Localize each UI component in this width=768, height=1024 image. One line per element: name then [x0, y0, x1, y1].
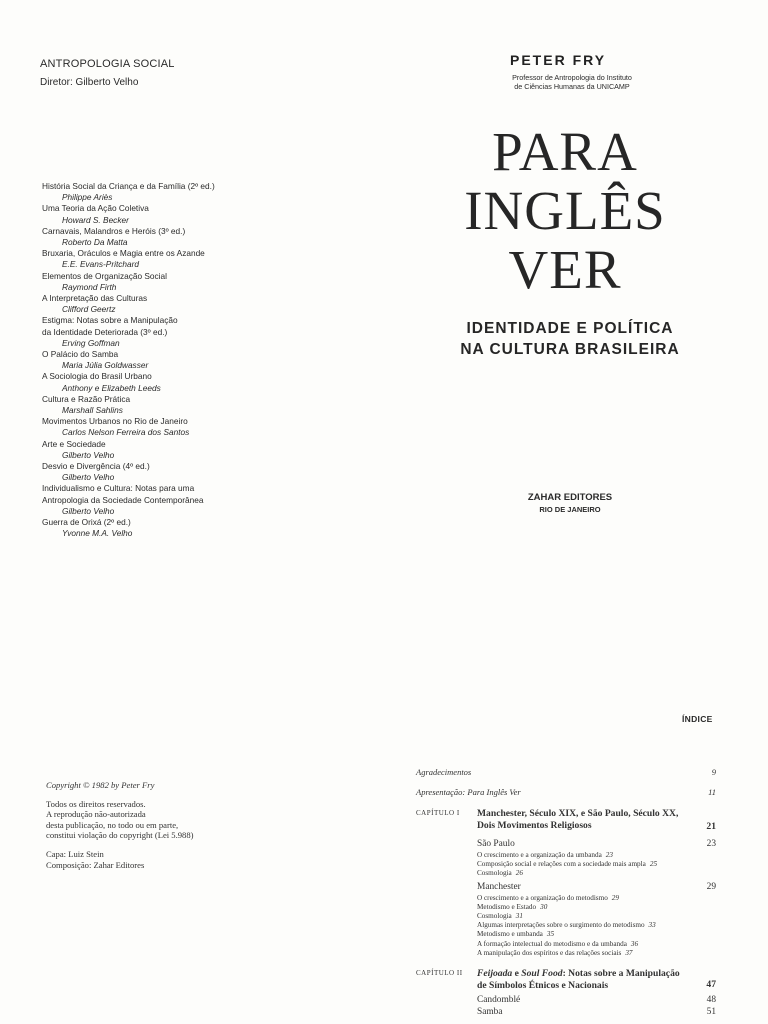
toc-page-number: 21	[706, 821, 716, 832]
book-list-author: Gilberto Velho	[62, 505, 115, 516]
book-list-title: A Interpretação das Culturas	[42, 293, 148, 304]
toc-front-title: Apresentação: Para Inglês Ver	[416, 787, 521, 797]
chapter-title	[477, 808, 716, 831]
book-list-author: Roberto Da Matta	[62, 237, 128, 248]
series-book-list	[42, 181, 282, 540]
book-list-title: Guerra de Orixá (2º ed.)	[42, 517, 131, 528]
toc-page-number: 29	[706, 882, 716, 893]
book-title-line: INGLÊS	[464, 180, 666, 241]
chapter-title-line: Manchester, Século XIX, e São Paulo, Século XX,	[477, 808, 679, 819]
book-list-author: Clifford Geertz	[62, 304, 116, 315]
toc-section	[477, 839, 716, 851]
toc-front-item	[416, 787, 716, 799]
author-name: PETER FRY	[510, 52, 607, 68]
toc-chapter	[416, 808, 716, 831]
book-list-author: Anthony e Elizabeth Leeds	[62, 382, 161, 393]
toc-subsection: Metodismo e umbanda 35	[477, 930, 555, 939]
cover-credit: Capa: Luiz Stein	[46, 848, 104, 859]
book-list-author: Howard S. Becker	[62, 214, 129, 225]
book-list-author: Carlos Nelson Ferreira dos Santos	[62, 427, 190, 438]
book-list-title: Individualismo e Cultura: Notas para uma	[42, 483, 195, 494]
section-title: Samba	[477, 1006, 503, 1017]
chapter-label: CAPÍTULO II	[416, 969, 463, 978]
book-list-title: Carnavais, Malandros e Heróis (3º ed.)	[42, 225, 186, 236]
toc-chapter	[416, 968, 716, 991]
publisher-city: RIO DE JANEIRO	[539, 505, 601, 514]
toc-page-number: 51	[706, 1006, 716, 1017]
toc-section	[477, 882, 716, 894]
book-list-title: Arte e Sociedade	[42, 438, 106, 449]
book-list-author: Raymond Firth	[62, 281, 117, 292]
section-title: Candomblé	[477, 995, 521, 1006]
toc-page-number: 23	[706, 839, 716, 849]
publisher-name: ZAHAR EDITORES	[527, 492, 613, 503]
toc-page-number: 11	[708, 787, 716, 797]
toc-page-number: 48	[706, 995, 716, 1006]
book-title-line: VER	[508, 239, 622, 300]
toc-subsection: Algumas interpretações sobre o surgimento do metodismo 33	[477, 921, 656, 930]
rights-line: A reprodução não-autorizada	[46, 809, 146, 820]
chapter-title-line: Feijoada e Soul Food: Notas sobre a Manipulação	[477, 968, 680, 980]
subtitle-line: IDENTIDADE E POLÍTICA	[466, 320, 674, 337]
chapter-title	[477, 968, 716, 991]
chapter-label: CAPÍTULO I	[416, 809, 460, 817]
toc-subsection: Metodismo e Estado 30	[477, 902, 548, 911]
book-title-line: PARA	[492, 121, 638, 182]
toc-front-title: Agradecimentos	[416, 767, 472, 777]
book-list-author: Philippe Ariès	[62, 192, 113, 203]
subtitle-line: NA CULTURA BRASILEIRA	[460, 341, 680, 358]
toc-subsection: A formação intelectual do metodismo e da umbanda 36	[477, 939, 639, 948]
book-list-author: Gilberto Velho	[62, 472, 115, 483]
toc-page-number: 9	[711, 767, 716, 777]
affiliation-line: de Ciências Humanas da UNICAMP	[514, 82, 630, 91]
series-director: Diretor: Gilberto Velho	[40, 77, 139, 88]
book-title	[440, 122, 690, 299]
book-list-title: História Social da Criança e da Família (2º ed.)	[42, 181, 215, 191]
book-list-author: Yvonne M.A. Velho	[62, 528, 133, 539]
toc-subsection: O crescimento e a organização do metodismo 29	[477, 893, 619, 902]
book-list-title: Uma Teoria da Ação Coletiva	[42, 203, 149, 214]
rights-line: Todos os direitos reservados.	[46, 798, 146, 809]
book-list-author: Maria Júlia Goldwasser	[62, 360, 149, 371]
book-list-title: da Identidade Deteriorada (3º ed.)	[42, 326, 168, 337]
rights-line: constitui violação do copyright (Lei 5.988)	[46, 830, 194, 841]
section-title: Manchester	[477, 882, 521, 893]
book-list-author: Marshall Sahlins	[62, 405, 123, 416]
book-list-title: Movimentos Urbanos no Rio de Janeiro	[42, 416, 188, 427]
book-subtitle	[420, 318, 720, 360]
book-list-title: A Sociologia do Brasil Urbano	[42, 371, 152, 382]
table-of-contents	[416, 767, 716, 1018]
toc-front-item	[416, 767, 716, 779]
chapter-title-line: de Símbolos Étnicos e Nacionais	[477, 979, 609, 991]
book-list-author: Gilberto Velho	[62, 449, 115, 460]
book-list-title: O Palácio do Samba	[42, 349, 119, 360]
book-list-title: Bruxaria, Oráculos e Magia entre os Azande	[42, 248, 205, 259]
book-list-title: Desvio e Divergência (4º ed.)	[42, 461, 150, 472]
series-title: ANTROPOLOGIA SOCIAL	[40, 58, 175, 70]
book-list-title: Cultura e Razão Prática	[42, 393, 131, 404]
copyright-line: Copyright © 1982 by Peter Fry	[46, 780, 155, 790]
composition-credit: Composição: Zahar Editores	[46, 859, 145, 870]
toc-subsection: A manipulação dos espíritos e das relações sociais 37	[477, 948, 633, 957]
toc-section	[477, 995, 716, 1007]
toc-subsection: Cosmologia 26	[477, 868, 523, 877]
affiliation-line: Professor de Antropologia do Instituto	[512, 73, 632, 82]
book-list-author: Erving Goffman	[62, 337, 120, 348]
toc-subsection: O crescimento e a organização da umbanda 23	[477, 850, 613, 859]
toc-subsection: Composição social e relações com a sociedade mais ampla 25	[477, 859, 658, 868]
index-heading: ÍNDICE	[682, 714, 713, 724]
copyright-block	[46, 780, 306, 870]
toc-section	[477, 1007, 716, 1019]
book-list-title: Antropologia da Sociedade Contemporânea	[42, 494, 204, 505]
author-affiliation	[492, 73, 652, 91]
section-title: São Paulo	[477, 839, 515, 849]
chapter-title-line: Dois Movimentos Religiosos	[477, 819, 592, 831]
book-list-author: E.E. Evans-Pritchard	[62, 259, 140, 270]
toc-page-number: 47	[706, 979, 716, 991]
book-list-title: Elementos de Organização Social	[42, 270, 167, 281]
toc-subsection: Cosmologia 31	[477, 912, 523, 921]
rights-line: desta publicação, no todo ou em parte,	[46, 819, 179, 830]
book-list-title: Estigma: Notas sobre a Manipulação	[42, 315, 178, 326]
